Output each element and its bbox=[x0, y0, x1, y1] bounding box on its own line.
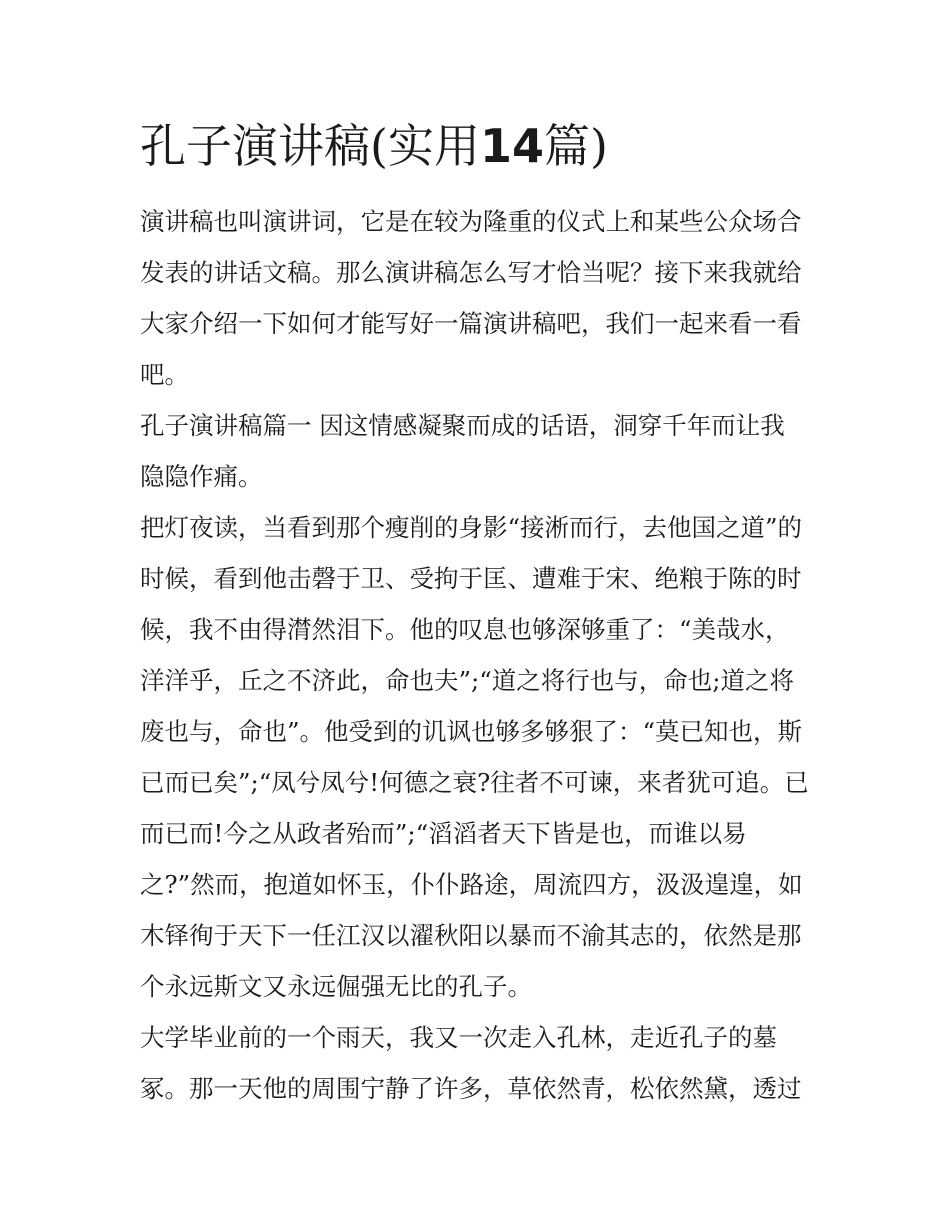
title-prefix: 孔子演讲稿(实用 bbox=[140, 119, 480, 173]
paragraph-section-one bbox=[140, 400, 812, 502]
text-line: 隐隐作痛。 bbox=[140, 462, 263, 491]
text-line: 把灯夜读，当看到那个瘦削的身影“接淅而行，去他国之道”的 bbox=[140, 513, 803, 542]
text-line: 孔子演讲稿篇一 因这情感凝聚而成的话语，洞穿千年而让我 bbox=[140, 411, 785, 440]
text-line: 个永远斯文又永远倔强无比的孔子。 bbox=[140, 972, 532, 1001]
paragraph-graduation bbox=[140, 1012, 812, 1114]
paragraph-intro bbox=[140, 196, 812, 400]
text-line: 候，我不由得潸然泪下。他的叹息也够深够重了：“美哉水， bbox=[140, 615, 790, 644]
text-line: 废也与，命也”。他受到的讥讽也够多够狠了：“莫已知也，斯 bbox=[140, 717, 803, 746]
text-line: 木铎徇于天下一任江汉以濯秋阳以暴而不渝其志的，依然是那 bbox=[140, 921, 802, 950]
title-number: 14 bbox=[479, 119, 544, 173]
paragraph-night-reading bbox=[140, 502, 812, 1012]
text-line: 冢。那一天他的周围宁静了许多，草依然青，松依然黛，透过 bbox=[140, 1074, 802, 1103]
document-page bbox=[140, 108, 812, 1114]
text-line: 大学毕业前的一个雨天，我又一次走入孔林，走近孔子的墓 bbox=[140, 1023, 777, 1052]
text-line: 吧。 bbox=[140, 360, 189, 389]
text-line: 时候，看到他击磬于卫、受拘于匡、遭难于宋、绝粮于陈的时 bbox=[140, 564, 802, 593]
text-line: 洋洋乎，丘之不济此，命也夫”;“道之将行也与，命也;道之将 bbox=[140, 666, 795, 695]
text-line: 而已而!今之从政者殆而”;“滔滔者天下皆是也，而谁以易 bbox=[140, 819, 747, 848]
text-line: 之?”然而，抱道如怀玉，仆仆路途，周流四方，汲汲遑遑，如 bbox=[140, 870, 803, 899]
text-line: 发表的讲话文稿。那么演讲稿怎么写才恰当呢？接下来我就给 bbox=[140, 258, 802, 287]
page-title bbox=[140, 108, 812, 184]
text-line: 已而已矣”;“凤兮凤兮!何德之衰?往者不可谏，来者犹可追。已 bbox=[140, 768, 809, 797]
title-suffix: 篇) bbox=[543, 119, 608, 173]
text-line: 演讲稿也叫演讲词，它是在较为隆重的仪式上和某些公众场合 bbox=[140, 207, 802, 236]
text-line: 大家介绍一下如何才能写好一篇演讲稿吧，我们一起来看一看 bbox=[140, 309, 802, 338]
